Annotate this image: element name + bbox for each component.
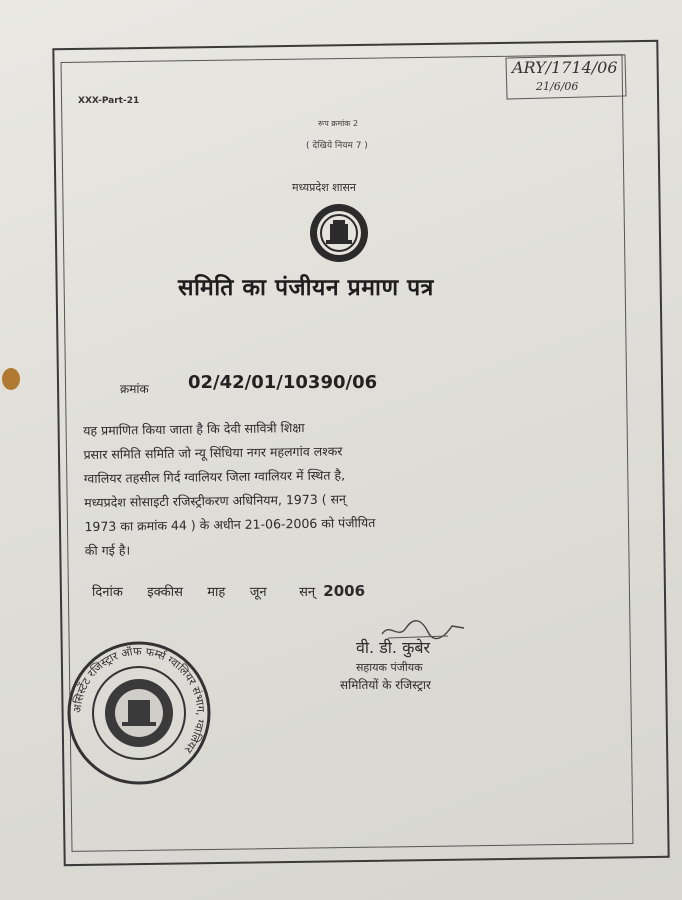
date-label: दिनांक	[92, 585, 123, 600]
signatory-office: समितियों के रजिस्ट्रार	[340, 678, 431, 692]
svg-text:असिस्टेंट रजिस्ट्रार ऑफ फर्म्स: असिस्टेंट रजिस्ट्रार ऑफ फर्म्स ग्वालियर संभाग, ग्वालियर	[70, 644, 208, 756]
certificate-body	[83, 413, 525, 563]
issue-date-line	[92, 582, 365, 600]
date-month-label: माह	[207, 585, 226, 600]
receipt-stamp-code: ARY/1714/06	[512, 58, 618, 77]
body-line: ग्वालियर तहसील गिर्द ग्वालियर जिला ग्वालियर में स्थित है,	[83, 467, 346, 487]
receipt-stamp-date: 21/6/06	[536, 80, 579, 93]
date-year: 2006	[323, 582, 366, 600]
punch-hole-stain	[2, 368, 20, 390]
registrar-seal-icon	[64, 638, 214, 788]
date-year-label: सन्	[299, 585, 316, 600]
rule-reference: ( देखिये नियम 7 )	[306, 141, 368, 151]
body-line: यह प्रमाणित किया जाता है कि देवी सावित्री शिक्षा	[83, 419, 305, 439]
state-emblem-icon	[308, 202, 370, 264]
registration-number-value: 02/42/01/10390/06	[188, 372, 378, 393]
signatory-title: सहायक पंजीयक	[356, 661, 423, 674]
body-line: की गई है।	[84, 542, 131, 559]
body-line: मध्यप्रदेश सोसाइटी रजिस्ट्रीकरण अधिनियम, 1973 ( सन्	[84, 491, 347, 511]
date-month: जून	[249, 585, 267, 600]
body-line: 1973 का क्रमांक 44 ) के अधीन 21-06-2006 को पंजीयित	[84, 515, 376, 535]
certificate-title: समिति का पंजीयन प्रमाण पत्र	[178, 275, 434, 301]
form-code: XXX-Part-21	[78, 96, 140, 106]
signatory-name: वी. डी. कुबेर	[356, 638, 431, 657]
body-line: प्रसार समिति समिति जो न्यू सिंधिया नगर महलगांव लश्कर	[83, 443, 343, 463]
form-number: रूप क्रमांक 2	[318, 119, 359, 128]
government-heading: मध्यप्रदेश शासन	[292, 181, 357, 194]
registration-number-label: क्रमांक	[120, 382, 149, 396]
date-day: इक्कीस	[147, 585, 183, 600]
